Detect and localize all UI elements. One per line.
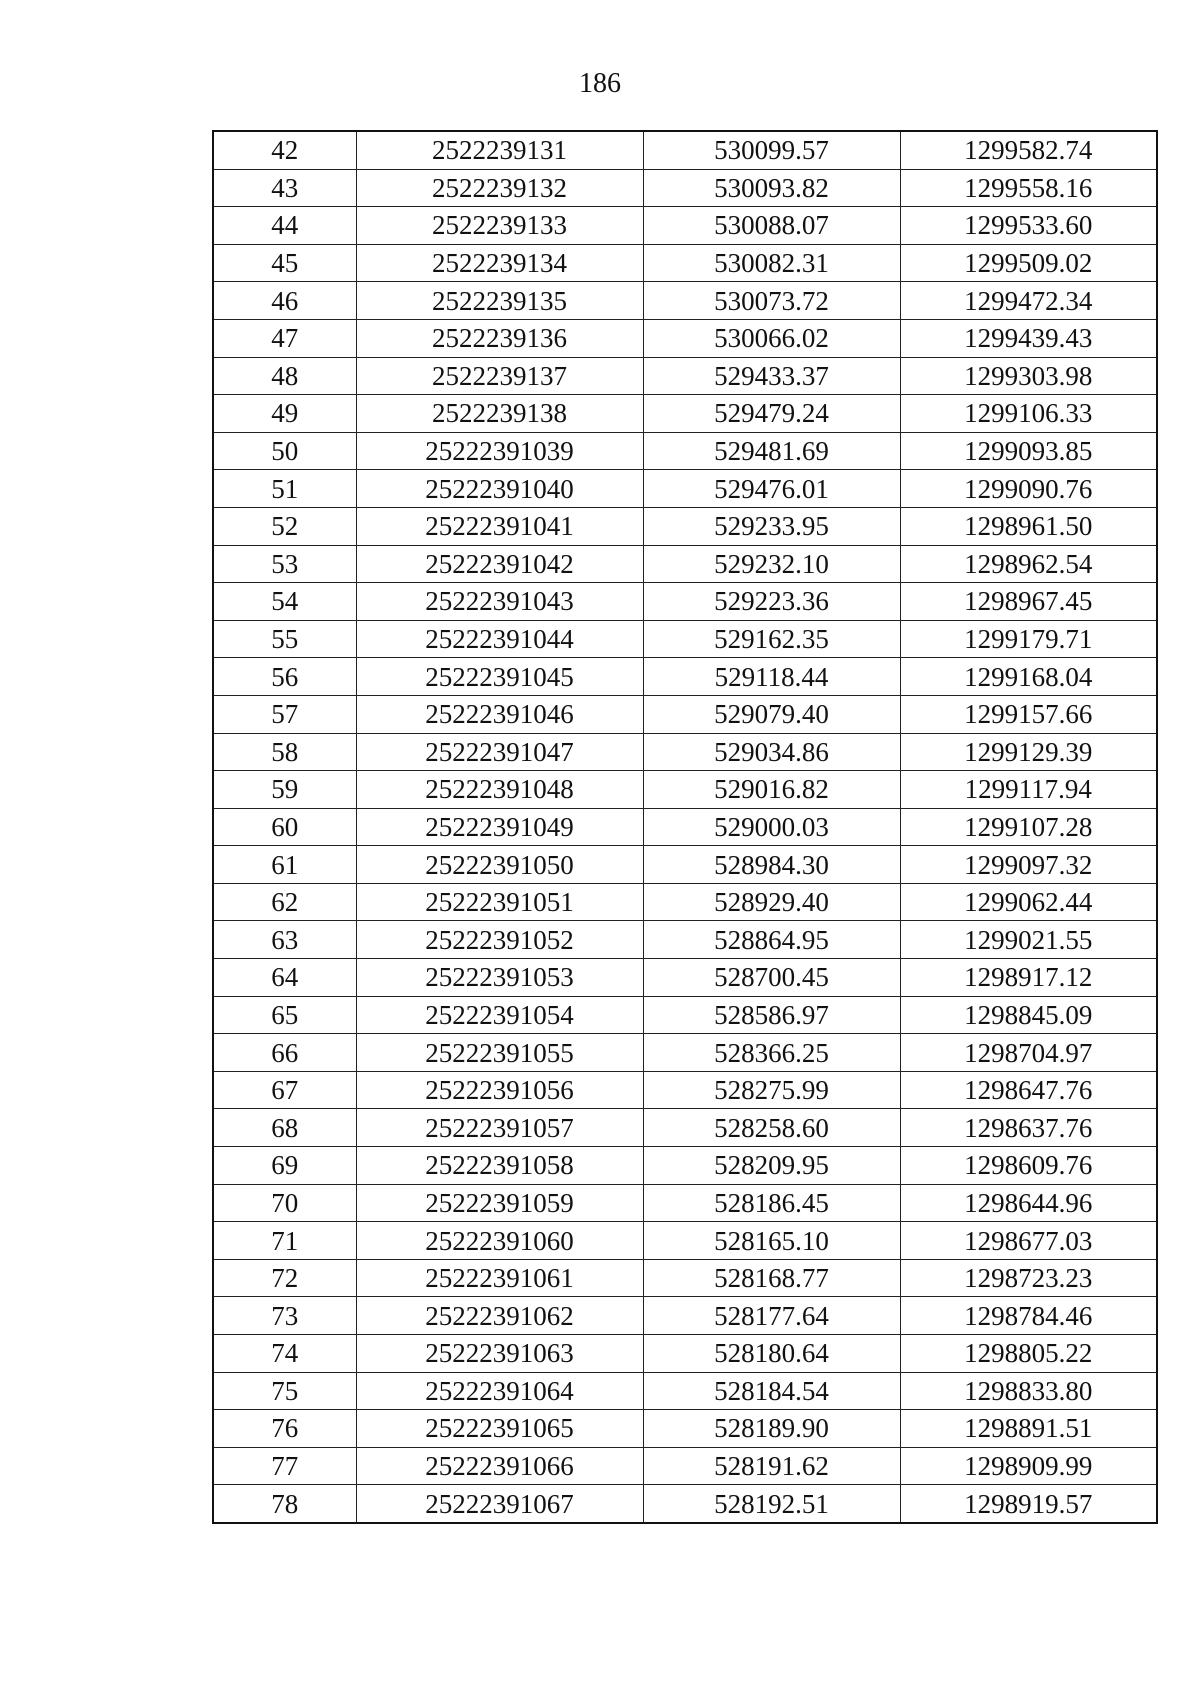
x-coordinate-cell: 528700.45 (643, 959, 900, 997)
y-coordinate-cell: 1298961.50 (900, 507, 1157, 545)
row-number-cell: 72 (213, 1259, 356, 1297)
table-row (213, 1259, 1157, 1297)
row-number-cell: 66 (213, 1034, 356, 1072)
table-row (213, 583, 1157, 621)
y-coordinate-cell: 1299090.76 (900, 470, 1157, 508)
point-id-cell: 25222391050 (356, 846, 643, 884)
point-id-cell: 25222391061 (356, 1259, 643, 1297)
table-row (213, 470, 1157, 508)
y-coordinate-cell: 1298609.76 (900, 1147, 1157, 1185)
point-id-cell: 25222391044 (356, 620, 643, 658)
point-id-cell: 25222391063 (356, 1335, 643, 1373)
point-id-cell: 25222391062 (356, 1297, 643, 1335)
row-number-cell: 56 (213, 658, 356, 696)
y-coordinate-cell: 1298967.45 (900, 583, 1157, 621)
x-coordinate-cell: 530066.02 (643, 319, 900, 357)
point-id-cell: 25222391045 (356, 658, 643, 696)
x-coordinate-cell: 530082.31 (643, 244, 900, 282)
table-row (213, 1335, 1157, 1373)
row-number-cell: 58 (213, 733, 356, 771)
table-row (213, 996, 1157, 1034)
y-coordinate-cell: 1299129.39 (900, 733, 1157, 771)
x-coordinate-cell: 528168.77 (643, 1259, 900, 1297)
table-row (213, 1184, 1157, 1222)
table-row (213, 131, 1157, 169)
point-id-cell: 25222391051 (356, 883, 643, 921)
point-id-cell: 25222391053 (356, 959, 643, 997)
x-coordinate-cell: 528189.90 (643, 1410, 900, 1448)
x-coordinate-cell: 529233.95 (643, 507, 900, 545)
y-coordinate-cell: 1299107.28 (900, 808, 1157, 846)
point-id-cell: 25222391056 (356, 1071, 643, 1109)
x-coordinate-cell: 528165.10 (643, 1222, 900, 1260)
row-number-cell: 54 (213, 583, 356, 621)
row-number-cell: 62 (213, 883, 356, 921)
row-number-cell: 55 (213, 620, 356, 658)
table-row (213, 846, 1157, 884)
row-number-cell: 78 (213, 1485, 356, 1523)
y-coordinate-cell: 1298647.76 (900, 1071, 1157, 1109)
point-id-cell: 2522239138 (356, 395, 643, 433)
x-coordinate-cell: 529481.69 (643, 432, 900, 470)
row-number-cell: 73 (213, 1297, 356, 1335)
x-coordinate-cell: 529034.86 (643, 733, 900, 771)
point-id-cell: 25222391049 (356, 808, 643, 846)
table-row (213, 883, 1157, 921)
row-number-cell: 68 (213, 1109, 356, 1147)
y-coordinate-cell: 1299303.98 (900, 357, 1157, 395)
row-number-cell: 50 (213, 432, 356, 470)
y-coordinate-cell: 1299179.71 (900, 620, 1157, 658)
x-coordinate-cell: 530073.72 (643, 282, 900, 320)
row-number-cell: 52 (213, 507, 356, 545)
x-coordinate-cell: 529433.37 (643, 357, 900, 395)
y-coordinate-cell: 1299509.02 (900, 244, 1157, 282)
table-row (213, 1410, 1157, 1448)
y-coordinate-cell: 1299533.60 (900, 207, 1157, 245)
row-number-cell: 70 (213, 1184, 356, 1222)
table-row (213, 733, 1157, 771)
row-number-cell: 69 (213, 1147, 356, 1185)
row-number-cell: 49 (213, 395, 356, 433)
row-number-cell: 61 (213, 846, 356, 884)
point-id-cell: 25222391065 (356, 1410, 643, 1448)
row-number-cell: 77 (213, 1447, 356, 1485)
point-id-cell: 25222391057 (356, 1109, 643, 1147)
table-row (213, 771, 1157, 809)
row-number-cell: 43 (213, 169, 356, 207)
table-row (213, 545, 1157, 583)
table-row (213, 169, 1157, 207)
table-row (213, 1147, 1157, 1185)
row-number-cell: 42 (213, 131, 356, 169)
point-id-cell: 2522239136 (356, 319, 643, 357)
page-number: 186 (579, 68, 621, 99)
table-row (213, 1447, 1157, 1485)
row-number-cell: 71 (213, 1222, 356, 1260)
y-coordinate-cell: 1299472.34 (900, 282, 1157, 320)
table-row (213, 1485, 1157, 1523)
point-id-cell: 25222391039 (356, 432, 643, 470)
x-coordinate-cell: 530099.57 (643, 131, 900, 169)
y-coordinate-cell: 1298704.97 (900, 1034, 1157, 1072)
table-row (213, 695, 1157, 733)
table-row (213, 395, 1157, 433)
table-row (213, 357, 1157, 395)
x-coordinate-cell: 528258.60 (643, 1109, 900, 1147)
x-coordinate-cell: 529232.10 (643, 545, 900, 583)
point-id-cell: 25222391043 (356, 583, 643, 621)
x-coordinate-cell: 529000.03 (643, 808, 900, 846)
x-coordinate-cell: 528275.99 (643, 1071, 900, 1109)
point-id-cell: 25222391066 (356, 1447, 643, 1485)
y-coordinate-cell: 1298723.23 (900, 1259, 1157, 1297)
table-row (213, 319, 1157, 357)
y-coordinate-cell: 1298891.51 (900, 1410, 1157, 1448)
y-coordinate-cell: 1298909.99 (900, 1447, 1157, 1485)
table-row (213, 207, 1157, 245)
row-number-cell: 59 (213, 771, 356, 809)
y-coordinate-cell: 1298644.96 (900, 1184, 1157, 1222)
table-row (213, 244, 1157, 282)
point-id-cell: 2522239134 (356, 244, 643, 282)
point-id-cell: 25222391067 (356, 1485, 643, 1523)
x-coordinate-cell: 528984.30 (643, 846, 900, 884)
point-id-cell: 25222391046 (356, 695, 643, 733)
x-coordinate-cell: 528177.64 (643, 1297, 900, 1335)
x-coordinate-cell: 528186.45 (643, 1184, 900, 1222)
y-coordinate-cell: 1299117.94 (900, 771, 1157, 809)
y-coordinate-cell: 1299021.55 (900, 921, 1157, 959)
point-id-cell: 2522239132 (356, 169, 643, 207)
x-coordinate-cell: 529479.24 (643, 395, 900, 433)
table-row (213, 1034, 1157, 1072)
x-coordinate-cell: 528929.40 (643, 883, 900, 921)
table-row (213, 959, 1157, 997)
point-id-cell: 25222391041 (356, 507, 643, 545)
y-coordinate-cell: 1299168.04 (900, 658, 1157, 696)
table-row (213, 1071, 1157, 1109)
row-number-cell: 60 (213, 808, 356, 846)
x-coordinate-cell: 528586.97 (643, 996, 900, 1034)
y-coordinate-cell: 1298919.57 (900, 1485, 1157, 1523)
x-coordinate-cell: 529079.40 (643, 695, 900, 733)
y-coordinate-cell: 1298637.76 (900, 1109, 1157, 1147)
table-row (213, 1297, 1157, 1335)
table-row (213, 432, 1157, 470)
row-number-cell: 57 (213, 695, 356, 733)
x-coordinate-cell: 530093.82 (643, 169, 900, 207)
table-row (213, 808, 1157, 846)
row-number-cell: 63 (213, 921, 356, 959)
y-coordinate-cell: 1298962.54 (900, 545, 1157, 583)
x-coordinate-cell: 530088.07 (643, 207, 900, 245)
x-coordinate-cell: 529476.01 (643, 470, 900, 508)
x-coordinate-cell: 529162.35 (643, 620, 900, 658)
row-number-cell: 45 (213, 244, 356, 282)
x-coordinate-cell: 529016.82 (643, 771, 900, 809)
y-coordinate-cell: 1298917.12 (900, 959, 1157, 997)
row-number-cell: 51 (213, 470, 356, 508)
point-id-cell: 25222391064 (356, 1372, 643, 1410)
point-id-cell: 25222391060 (356, 1222, 643, 1260)
row-number-cell: 53 (213, 545, 356, 583)
point-id-cell: 2522239131 (356, 131, 643, 169)
row-number-cell: 67 (213, 1071, 356, 1109)
y-coordinate-cell: 1299097.32 (900, 846, 1157, 884)
row-number-cell: 46 (213, 282, 356, 320)
row-number-cell: 44 (213, 207, 356, 245)
row-number-cell: 47 (213, 319, 356, 357)
row-number-cell: 64 (213, 959, 356, 997)
row-number-cell: 76 (213, 1410, 356, 1448)
y-coordinate-cell: 1298845.09 (900, 996, 1157, 1034)
x-coordinate-cell: 529118.44 (643, 658, 900, 696)
point-id-cell: 2522239133 (356, 207, 643, 245)
point-id-cell: 25222391059 (356, 1184, 643, 1222)
point-id-cell: 25222391055 (356, 1034, 643, 1072)
x-coordinate-cell: 528864.95 (643, 921, 900, 959)
y-coordinate-cell: 1299093.85 (900, 432, 1157, 470)
row-number-cell: 65 (213, 996, 356, 1034)
y-coordinate-cell: 1299582.74 (900, 131, 1157, 169)
y-coordinate-cell: 1298833.80 (900, 1372, 1157, 1410)
x-coordinate-cell: 528180.64 (643, 1335, 900, 1373)
x-coordinate-cell: 528192.51 (643, 1485, 900, 1523)
table-body (213, 131, 1157, 1523)
point-id-cell: 25222391040 (356, 470, 643, 508)
table-row (213, 1222, 1157, 1260)
point-id-cell: 2522239137 (356, 357, 643, 395)
y-coordinate-cell: 1299439.43 (900, 319, 1157, 357)
x-coordinate-cell: 528366.25 (643, 1034, 900, 1072)
y-coordinate-cell: 1299062.44 (900, 883, 1157, 921)
table-row (213, 282, 1157, 320)
x-coordinate-cell: 529223.36 (643, 583, 900, 621)
table-row (213, 921, 1157, 959)
row-number-cell: 48 (213, 357, 356, 395)
point-id-cell: 25222391042 (356, 545, 643, 583)
y-coordinate-cell: 1298784.46 (900, 1297, 1157, 1335)
row-number-cell: 75 (213, 1372, 356, 1410)
y-coordinate-cell: 1299157.66 (900, 695, 1157, 733)
y-coordinate-cell: 1299558.16 (900, 169, 1157, 207)
y-coordinate-cell: 1299106.33 (900, 395, 1157, 433)
point-id-cell: 2522239135 (356, 282, 643, 320)
y-coordinate-cell: 1298805.22 (900, 1335, 1157, 1373)
point-id-cell: 25222391048 (356, 771, 643, 809)
table-row (213, 1109, 1157, 1147)
row-number-cell: 74 (213, 1335, 356, 1373)
y-coordinate-cell: 1298677.03 (900, 1222, 1157, 1260)
table-row (213, 620, 1157, 658)
coordinate-table (212, 130, 1158, 1524)
point-id-cell: 25222391058 (356, 1147, 643, 1185)
x-coordinate-cell: 528191.62 (643, 1447, 900, 1485)
table-row (213, 658, 1157, 696)
table-row (213, 507, 1157, 545)
x-coordinate-cell: 528209.95 (643, 1147, 900, 1185)
point-id-cell: 25222391052 (356, 921, 643, 959)
point-id-cell: 25222391047 (356, 733, 643, 771)
table-row (213, 1372, 1157, 1410)
point-id-cell: 25222391054 (356, 996, 643, 1034)
x-coordinate-cell: 528184.54 (643, 1372, 900, 1410)
